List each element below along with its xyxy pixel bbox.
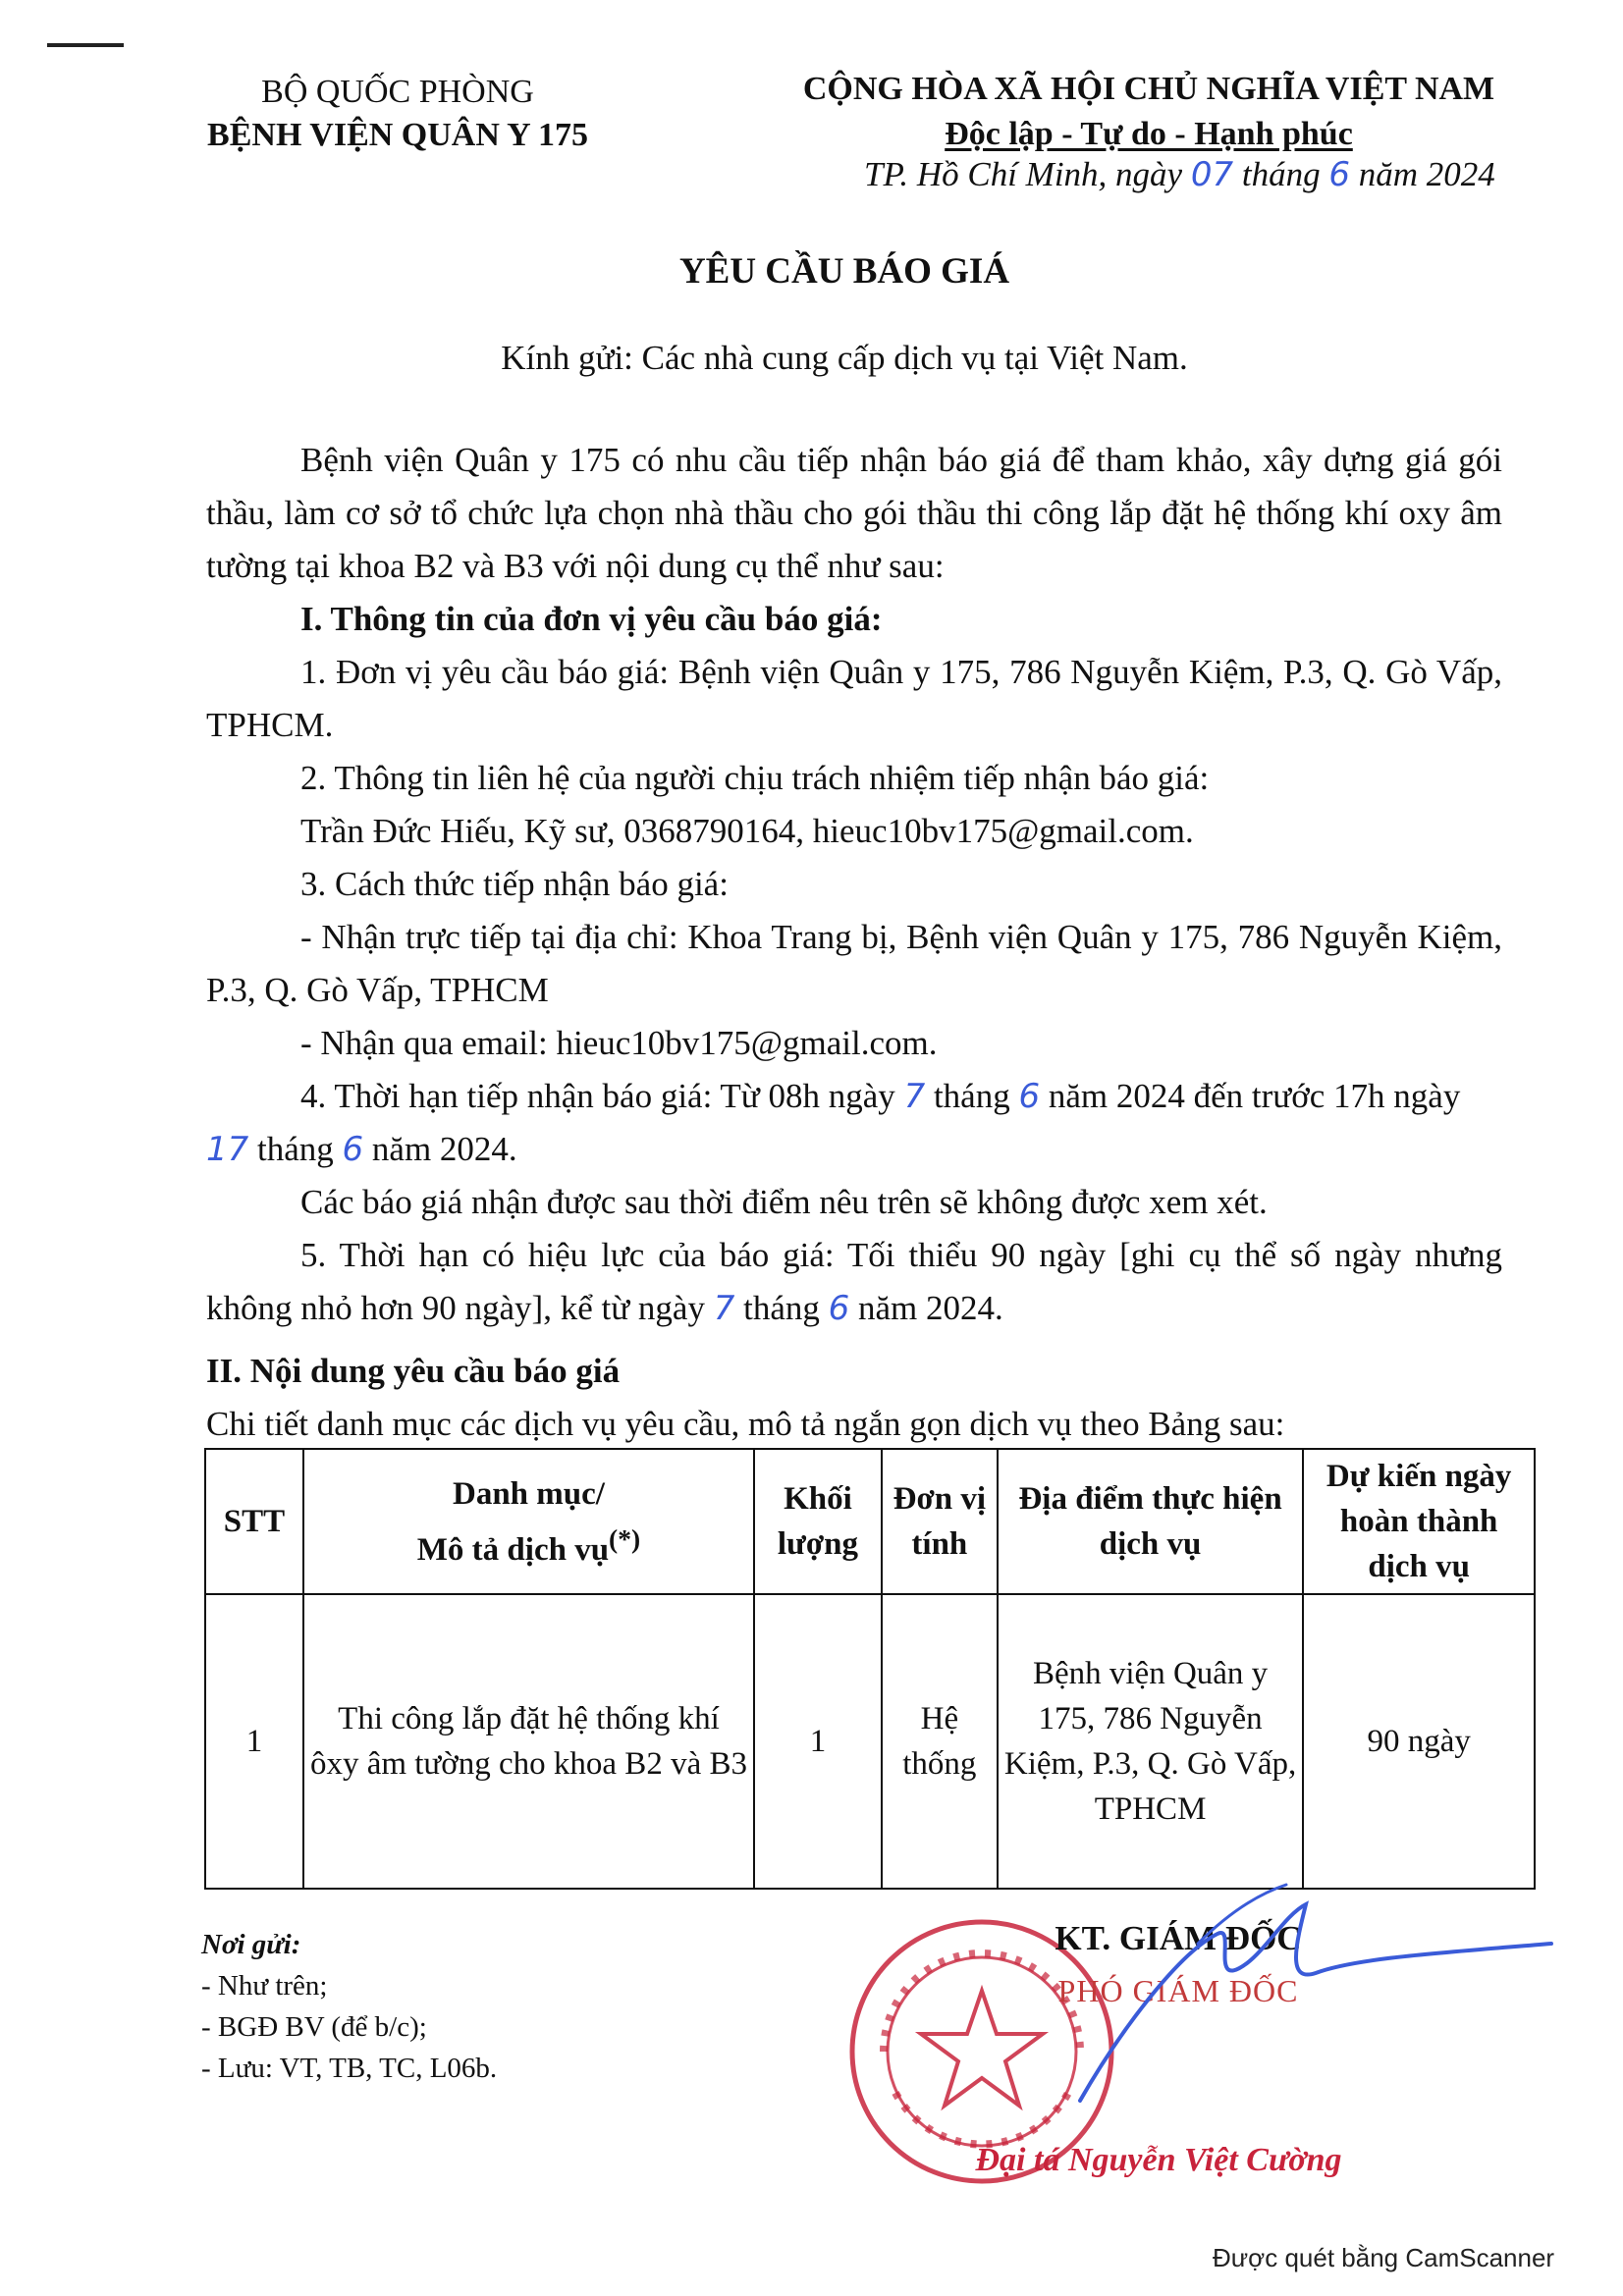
signer-role: KT. GIÁM ĐỐC	[1055, 1919, 1302, 1957]
handwritten-valid-day: 7	[713, 1289, 735, 1328]
handwritten-valid-month: 6	[828, 1289, 850, 1328]
handwritten-start-day: 7	[903, 1077, 926, 1116]
item-5: 5. Thời hạn có hiệu lực của báo giá: Tối thiểu 90 ngày [ghi cụ thể số ngày nhưng không nhỏ hơn 90 ngày], kể từ ngày 7 tháng 6 năm 2024.	[206, 1236, 1502, 1328]
table-row	[205, 1594, 1535, 1889]
cell-quantity: 1	[754, 1594, 882, 1889]
handwritten-end-month: 6	[342, 1130, 364, 1169]
cell-description: Thi công lắp đặt hệ thống khí ôxy âm tường cho khoa B2 và B3	[303, 1594, 754, 1889]
cell-completion: 90 ngày	[1303, 1594, 1535, 1889]
service-table	[204, 1448, 1536, 1890]
greeting: Kính gửi: Các nhà cung cấp dịch vụ tại Việt Nam.	[501, 339, 1188, 377]
cell-location: Bệnh viện Quân y 175, 786 Nguyễn Kiệm, P.3, Q. Gò Vấp, TPHCM	[998, 1594, 1304, 1889]
intro-paragraph: Bệnh viện Quân y 175 có nhu cầu tiếp nhận báo giá để tham khảo, xây dựng giá gói thầu, làm cơ sở tổ chức lựa chọn nhà thầu cho gói thầu thi công lắp đặt hệ thống khí oxy âm tường tại khoa B2 và B3 với nội dung cụ thể như sau:	[206, 441, 1502, 585]
document-body	[206, 434, 1502, 1335]
item-2: 2. Thông tin liên hệ của người chịu trách nhiệm tiếp nhận báo giá:	[300, 759, 1210, 797]
republic-name: CỘNG HÒA XÃ HỘI CHỦ NGHĨA VIỆT NAM	[802, 71, 1495, 107]
handwritten-signature	[1060, 1875, 1571, 2110]
header-stt: STT	[205, 1449, 303, 1594]
hospital-name: BỆNH VIỆN QUÂN Y 175	[207, 117, 588, 153]
handwritten-end-day: 17	[206, 1130, 249, 1169]
section-2-lead: Chi tiết danh mục các dịch vụ yêu cầu, mô tả ngắn gọn dịch vụ theo Bảng sau:	[206, 1405, 1285, 1443]
document-date: TP. Hồ Chí Minh, ngày 07 tháng 6 năm 2024	[864, 155, 1495, 194]
table-header-row	[205, 1449, 1535, 1594]
recipient-item: - Lưu: VT, TB, TC, L06b.	[201, 2053, 498, 2084]
section-1-heading: I. Thông tin của đơn vị yêu cầu báo giá:	[300, 600, 883, 638]
scan-mark	[47, 43, 124, 47]
handwritten-start-month: 6	[1018, 1077, 1041, 1116]
signer-sub-role: PHÓ GIÁM ĐỐC	[1057, 1973, 1299, 2008]
item-3-direct: - Nhận trực tiếp tại địa chỉ: Khoa Trang bị, Bệnh viện Quân y 175, 786 Nguyễn Kiệm, P.3, Q. Gò Vấp, TPHCM	[206, 918, 1502, 1009]
recipients-label: Nơi gửi:	[201, 1929, 301, 1960]
national-header	[746, 67, 1551, 157]
section-2	[206, 1345, 1284, 1451]
recipient-item: - Như trên;	[201, 1970, 328, 2002]
recipient-item: - BGĐ BV (để b/c);	[201, 2011, 427, 2043]
late-note: Các báo giá nhận được sau thời điểm nêu trên sẽ không được xem xét.	[300, 1183, 1268, 1221]
section-2-heading: II. Nội dung yêu cầu báo giá	[206, 1352, 621, 1390]
issuer-block	[167, 71, 628, 157]
item-3: 3. Cách thức tiếp nhận báo giá:	[300, 865, 729, 903]
document-title: YÊU CẦU BÁO GIÁ	[678, 251, 1010, 292]
item-1: 1. Đơn vị yêu cầu báo giá: Bệnh viện Quân y 175, 786 Nguyễn Kiệm, P.3, Q. Gò Vấp, TPHCM.	[206, 653, 1502, 744]
scanner-watermark: Được quét bằng CamScanner	[1213, 2243, 1555, 2272]
ministry-name: BỘ QUỐC PHÒNG	[261, 74, 534, 110]
national-motto: Độc lập - Tự do - Hạnh phúc	[945, 116, 1353, 152]
item-4: 4. Thời hạn tiếp nhận báo giá: Từ 08h ngày 7 tháng 6 năm 2024 đến trước 17h ngày 17 tháng 6 năm 2024.	[206, 1077, 1461, 1169]
handwritten-day: 07	[1190, 155, 1234, 194]
item-2-contact: Trần Đức Hiếu, Kỹ sư, 0368790164, hieuc10bv175@gmail.com.	[300, 812, 1194, 850]
item-3-email: - Nhận qua email: hieuc10bv175@gmail.com.	[300, 1024, 938, 1062]
cell-unit: Hệ thống	[882, 1594, 998, 1889]
handwritten-month: 6	[1328, 155, 1350, 194]
header-location: Địa điểm thực hiện dịch vụ	[998, 1449, 1304, 1594]
header-quantity: Khối lượng	[754, 1449, 882, 1594]
cell-stt: 1	[205, 1594, 303, 1889]
recipients-block	[201, 1924, 497, 2089]
header-unit: Đơn vị tính	[882, 1449, 998, 1594]
header-category: Danh mục/ Mô tả dịch vụ(*)	[303, 1449, 754, 1594]
signer-name: Đại tá Nguyễn Việt Cường	[975, 2142, 1342, 2178]
header-completion: Dự kiến ngày hoàn thành dịch vụ	[1303, 1449, 1535, 1594]
